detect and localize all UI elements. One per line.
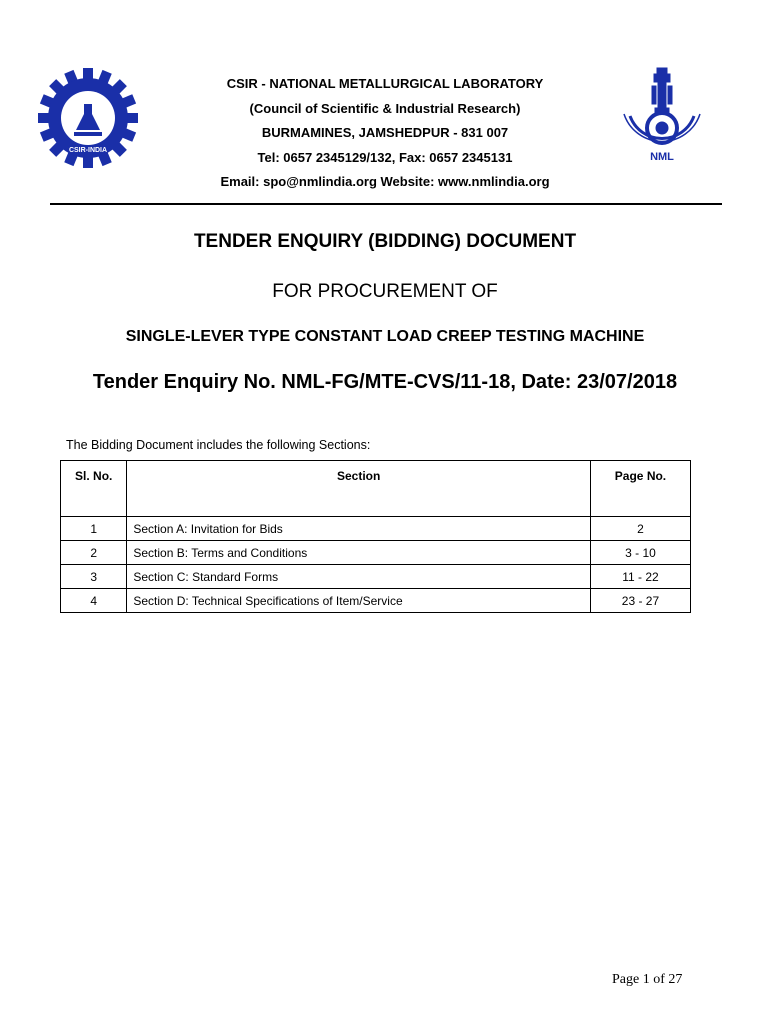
- header-section: Section: [127, 461, 591, 517]
- header-page-no: Page No.: [590, 461, 690, 517]
- row-sl: 4: [61, 589, 127, 613]
- row-page: 23 - 27: [590, 589, 690, 613]
- table-header-row: [61, 461, 691, 517]
- csir-ring-text: CSIR-INDIA: [68, 147, 108, 154]
- sections-table: [60, 460, 691, 613]
- header-divider: [50, 203, 722, 205]
- row-page: 3 - 10: [590, 541, 690, 565]
- table-row: [61, 541, 691, 565]
- nml-emblem-icon: [616, 66, 708, 178]
- row-section: Section D: Technical Specifications of Item/Service: [127, 589, 591, 613]
- row-sl: 2: [61, 541, 127, 565]
- row-sl: 1: [61, 517, 127, 541]
- row-sl: 3: [61, 565, 127, 589]
- table-row: [61, 565, 691, 589]
- address: BURMAMINES, JAMSHEDPUR - 831 007: [261, 125, 509, 140]
- sections-intro: The Bidding Document includes the following Sections:: [66, 438, 371, 452]
- row-section: Section A: Invitation for Bids: [127, 517, 591, 541]
- phone-fax: Tel: 0657 2345129/132, Fax: 0657 2345131: [257, 150, 513, 165]
- row-page: 2: [590, 517, 690, 541]
- page-number: Page 1 of 27: [612, 972, 683, 987]
- email-website: Email: spo@nmlindia.org Website: www.nmlindia.org: [220, 174, 550, 189]
- nml-logo-text: NML: [650, 151, 674, 163]
- procurement-item: SINGLE-LEVER TYPE CONSTANT LOAD CREEP TESTING MACHINE: [125, 328, 645, 345]
- csir-gear-emblem-icon: [38, 68, 138, 168]
- row-section: Section C: Standard Forms: [127, 565, 591, 589]
- table-row: [61, 589, 691, 613]
- row-section: Section B: Terms and Conditions: [127, 541, 591, 565]
- header-sl-no: Sl. No.: [61, 461, 127, 517]
- row-page: 11 - 22: [590, 565, 690, 589]
- document-subtitle: FOR PROCUREMENT OF: [272, 281, 498, 302]
- document-title: TENDER ENQUIRY (BIDDING) DOCUMENT: [193, 231, 577, 252]
- table-row: [61, 517, 691, 541]
- tender-enquiry-number: Tender Enquiry No. NML-FG/MTE-CVS/11-18, Date: 23/07/2018: [92, 371, 678, 393]
- org-name: CSIR - NATIONAL METALLURGICAL LABORATORY: [226, 76, 544, 91]
- council-name: (Council of Scientific & Industrial Research): [249, 101, 521, 116]
